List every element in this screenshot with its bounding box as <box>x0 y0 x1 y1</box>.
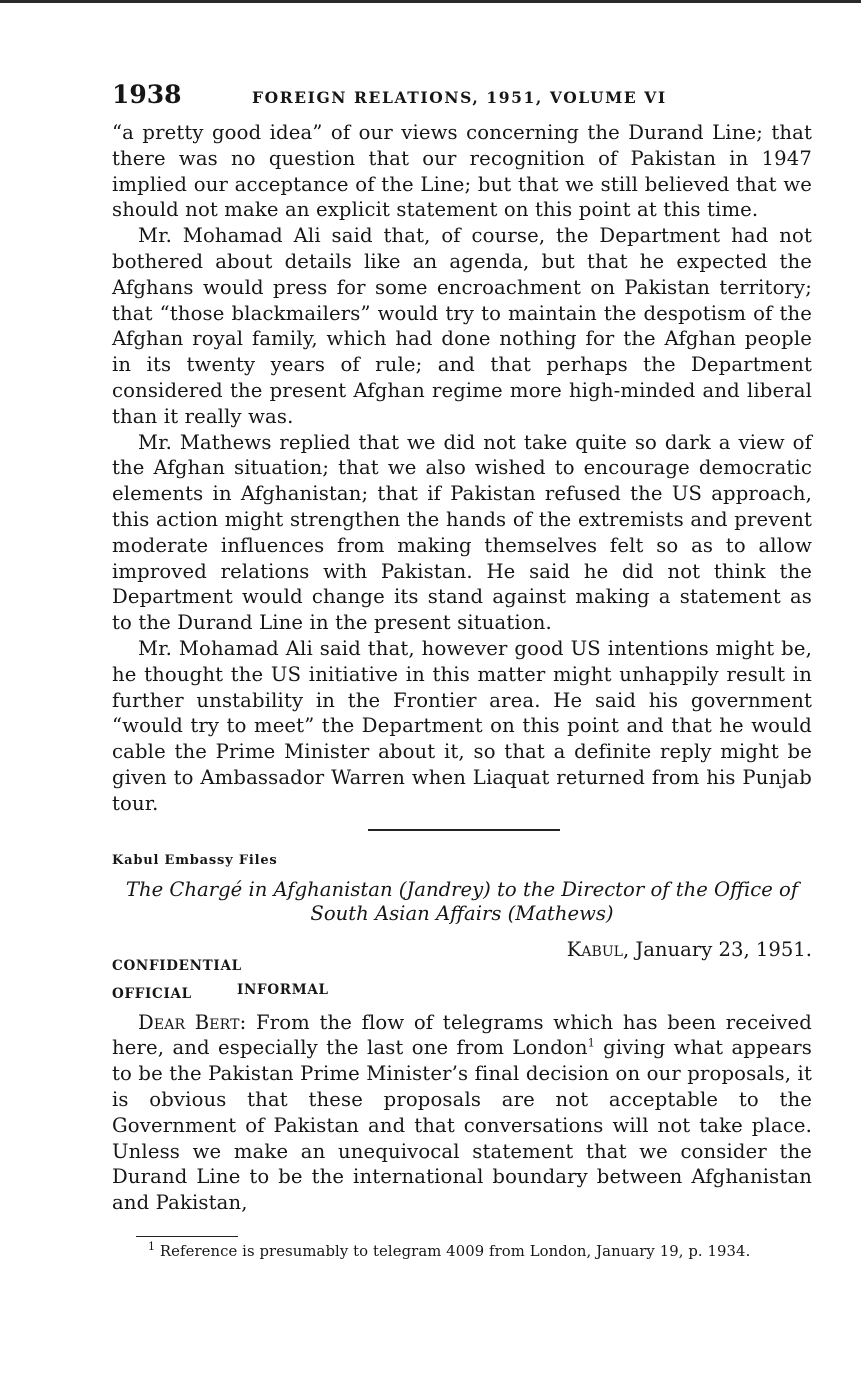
page-header <box>112 80 812 120</box>
dateline-place: Kabul <box>566 937 623 961</box>
section-divider <box>368 829 560 831</box>
document-page <box>112 80 812 1260</box>
classification-official: OFFICIAL <box>112 985 192 1002</box>
dateline-date: , January 23, 1951. <box>622 937 812 961</box>
footnote-reference: 1 <box>587 1036 595 1050</box>
paragraph-4: Mr. Mohamad Ali said that, however good US intentions might be, he thought the US initiative in this matter might unhappily result in further unstability in the Frontier area. He said his government “would try to meet” the Department on this point and that he would cable the Prime Minister about it, so that a definite reply might be given to Ambassador Warren when Liaquat returned from his Punjab tour. <box>112 636 812 815</box>
paragraph-2: Mr. Mohamad Ali said that, of course, the Department had not bothered about details like an agenda, but that he expected the Afghans would press for some encroachment on Pakistan territory; that “those blackmailers” would try to maintain the despotism of the Afghan royal family, which had done nothing for the Afghan people in its twenty years of rule; and that perhaps the Department considered the present Afghan regime more high-minded and liberal than it really was. <box>112 224 812 428</box>
footnote-marker: 1 <box>148 1240 156 1254</box>
classification-informal: INFORMAL <box>237 981 329 998</box>
document-meta <box>112 938 812 1010</box>
letter-body-start: : From the flow of telegrams which has been received here, and especially the last one from London <box>112 1010 812 1060</box>
page-number: 1938 <box>112 80 182 109</box>
page-top-edge <box>0 0 861 3</box>
paragraph-1: “a pretty good idea” of our views concerning the Durand Line; that there was no question that our recognition of Pakistan in 1947 implied our acceptance of the Line; but that we still believed that we should not make an explicit statement on this point at this time. <box>112 121 812 222</box>
running-title: FOREIGN RELATIONS, 1951, VOLUME VI <box>252 88 667 107</box>
classification-confidential: CONFIDENTIAL <box>112 957 242 974</box>
footnote-text: Reference is presumably to telegram 4009 from London, January 19, p. 1934. <box>159 1243 751 1261</box>
letter-body <box>112 1010 812 1216</box>
document-source: Kabul Embassy Files <box>112 852 278 868</box>
document-title: The Chargé in Afghanistan (Jandrey) to the Director of the Office of South Asian Affairs (Mathews) <box>125 877 799 925</box>
letter-body-rest: giving what appears to be the Pakistan Prime Minister’s final decision on our proposals, it is obvious that these proposals are not acceptable to the Government of Pakistan and that conversations will not take place. Unless we make an unequivocal statement that we consider the Durand Line to be the international boundary between Afghanistan and Pakistan, <box>112 1036 812 1215</box>
paragraph-3: Mr. Mathews replied that we did not take quite so dark a view of the Afghan situation; that we also wished to encourage democratic elements in Afghanistan; that if Pakistan refused the US approach, this action might strengthen the hands of the extremists and prevent moderate influences from making themselves felt so as to allow improved relations with Pakistan. He said he did not think the Department would change its stand against making a statement as to the Durand Line in the present situation. <box>112 430 812 635</box>
dateline <box>567 938 812 961</box>
footnote-rule <box>136 1236 238 1238</box>
salutation: Dear Bert <box>138 1010 240 1034</box>
footnote <box>148 1240 812 1261</box>
